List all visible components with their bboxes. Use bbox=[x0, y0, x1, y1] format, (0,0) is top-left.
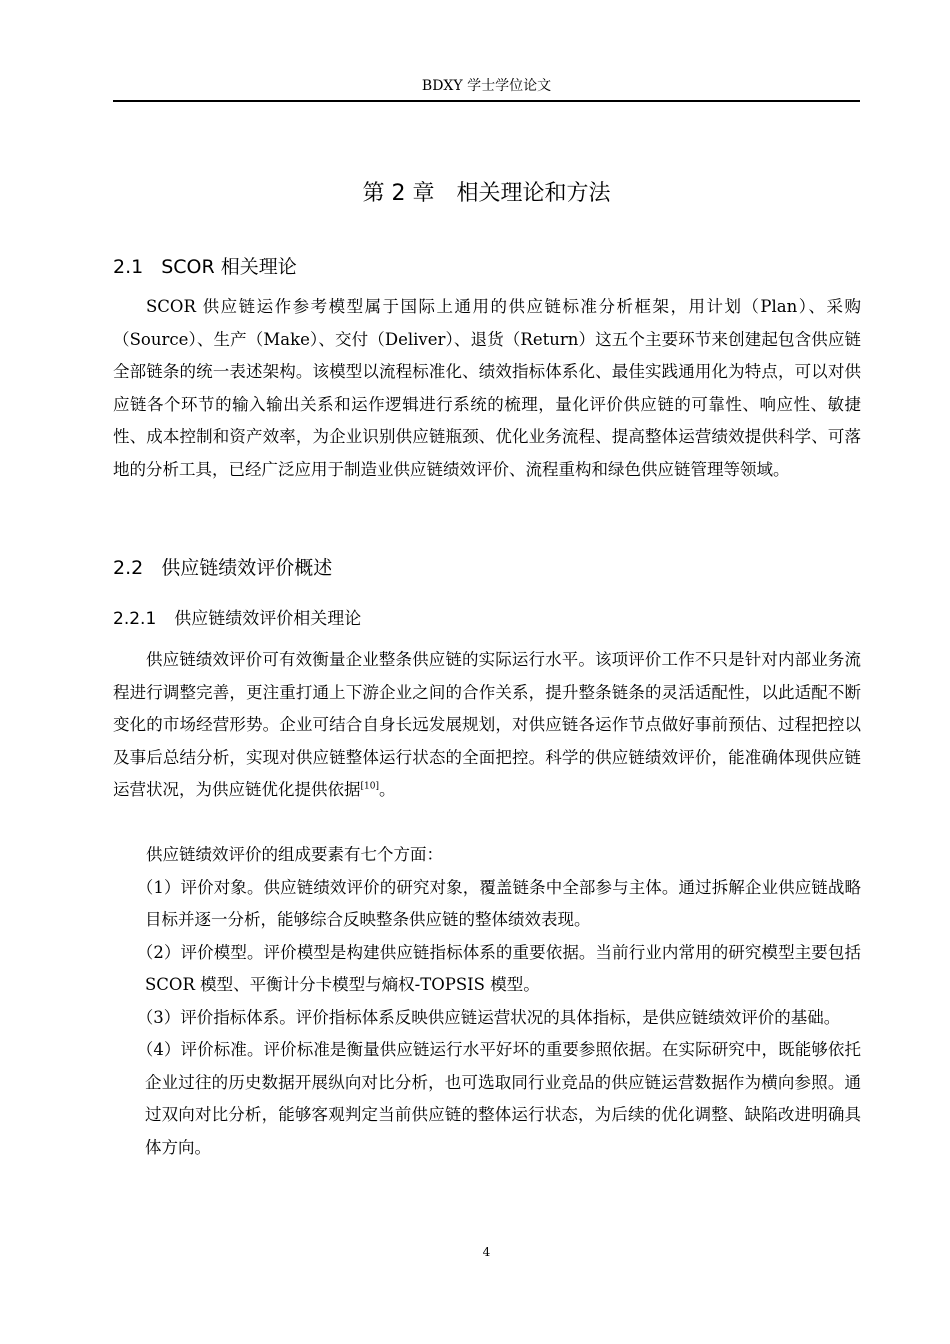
subsection-heading-2-2-1 bbox=[113, 606, 361, 632]
running-header: BDXY 学士学位论文 bbox=[421, 78, 552, 94]
section-heading-2-2 bbox=[113, 554, 332, 582]
element-list bbox=[113, 839, 861, 1164]
paragraph-end: 。 bbox=[378, 780, 396, 799]
paragraph-text: 供应链绩效评价可有效衡量企业整条供应链的实际运行水平。该项评价工作不只是针对内部业务流程进行调整完善，更注重打通上下游企业之间的合作关系，提升整条链条的灵活适配性，以此适配不断变化的市场经营形势。企业可结合自身长远发展规划，对供应链各运作节点做好事前预估、过程把控以及事后总结分析，实现对供应链整体运行状态的全面把控。科学的供应链绩效评价，能准确体现供应链运营状况，为供应链优化提供依据 bbox=[113, 650, 861, 799]
paragraph-scor: SCOR 供应链运作参考模型属于国际上通用的供应链标准分析框架，用计划（Plan）、采购（Source）、生产（Make）、交付（Deliver）、退货（Return）这五个主要环节来创建起包含供应链全部链条的统一表述架构。该模型以流程标准化、绩效指标体系化、最佳实践通用化为特点，可以对供应链各个环节的输入输出关系和运作逻辑进行系统的梳理，量化评价供应链的可靠性、响应性、敏捷性、成本控制和资产效率，为企业识别供应链瓶颈、优化业务流程、提高整体运营绩效提供科学、可落地的分析工具，已经广泛应用于制造业供应链绩效评价、流程重构和绿色供应链管理等领域。 bbox=[113, 297, 861, 479]
section-number: 2.2 bbox=[113, 557, 144, 579]
citation-ref: [10] bbox=[360, 781, 379, 792]
chapter-title: 第 2 章 相关理论和方法 bbox=[362, 181, 611, 206]
section-title: SCOR 相关理论 bbox=[161, 256, 297, 278]
page-number: 4 bbox=[482, 1245, 491, 1259]
list-item: （2）评价模型。评价模型是构建供应链指标体系的重要依据。当前行业内常用的研究模型主要包括 SCOR 模型、平衡计分卡模型与熵权-TOPSIS 模型。 bbox=[136, 942, 861, 994]
header-rule bbox=[113, 100, 860, 102]
paragraph-theory bbox=[113, 644, 861, 807]
section-title: 供应链绩效评价概述 bbox=[161, 557, 333, 579]
section-heading-2-1 bbox=[113, 253, 297, 281]
list-intro: 供应链绩效评价的组成要素有七个方面： bbox=[146, 845, 443, 864]
list-item: （1）评价对象。供应链绩效评价的研究对象，覆盖链条中全部参与主体。通过拆解企业供应链战略目标并逐一分析，能够综合反映整条供应链的整体绩效表现。 bbox=[136, 877, 861, 929]
section-title: 供应链绩效评价相关理论 bbox=[174, 609, 362, 629]
list-item: （3）评价指标体系。评价指标体系反映供应链运营状况的具体指标，是供应链绩效评价的基础。 bbox=[136, 1007, 841, 1027]
section-number: 2.2.1 bbox=[113, 609, 157, 629]
section-number: 2.1 bbox=[113, 256, 144, 278]
list-item: （4）评价标准。评价标准是衡量供应链运行水平好坏的重要参照依据。在实际研究中，既能够依托企业过往的历史数据开展纵向对比分析，也可选取同行业竞品的供应链运营数据作为横向参照。通过双向对比分析，能够客观判定当前供应链的整体运行状态，为后续的优化调整、缺陷改进明确具体方向。 bbox=[136, 1040, 861, 1157]
